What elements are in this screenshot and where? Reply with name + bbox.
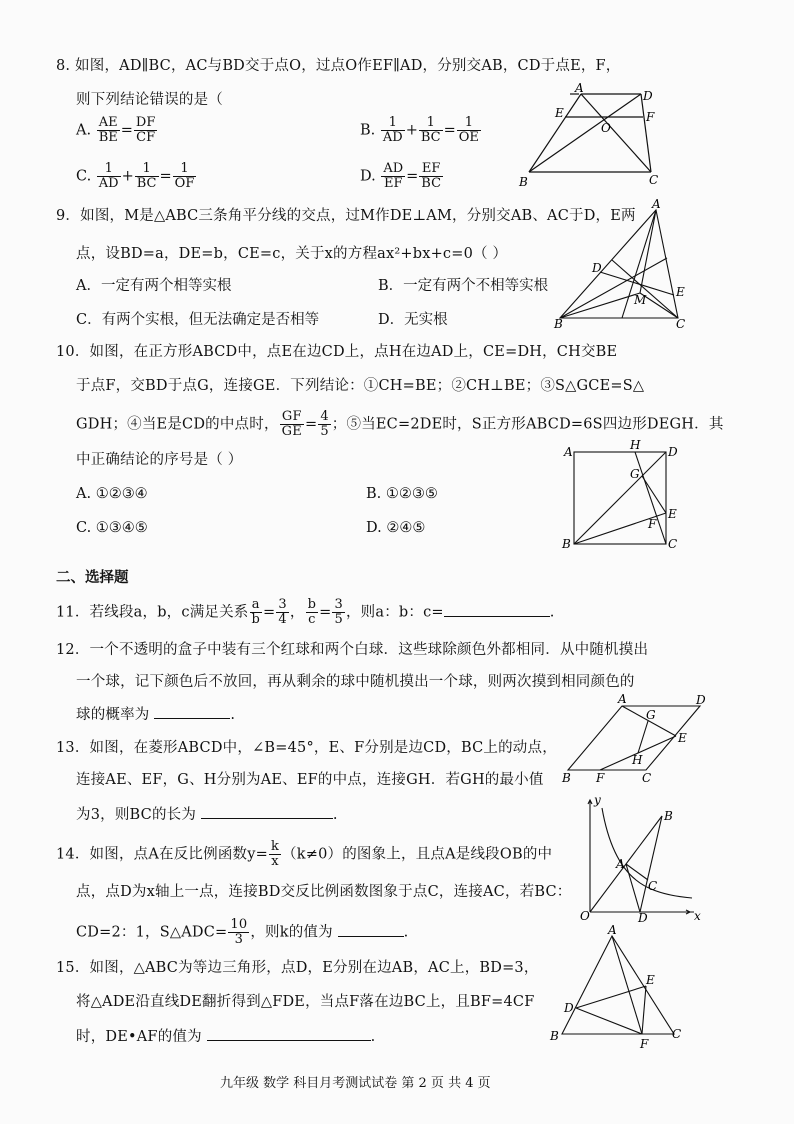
- q15-figure: [546, 923, 692, 1051]
- q15-label-b: B: [550, 1029, 559, 1043]
- q8-option-c: C. $\frac{1}{AD}$ + $\frac{1}{BC}$ = $\frac{1}{OF}$: [76, 161, 195, 191]
- q8-figure: [515, 81, 665, 190]
- q14-label-o: O: [580, 909, 590, 923]
- q13-figure: [562, 694, 712, 786]
- q8-label-a: A: [575, 81, 584, 95]
- q12-answer-blank[interactable]: [154, 704, 230, 719]
- q8-label-f: F: [646, 110, 655, 124]
- q13-label-a: A: [618, 692, 627, 706]
- q15-stem-line3: 时，DE•AF的值为 .: [76, 1026, 375, 1047]
- q8-option-a: A. $\frac{AE}{BE}$ = $\frac{DF}{CF}$: [76, 115, 156, 145]
- q10-label-c: C: [668, 537, 678, 551]
- q9-option-b: B．一定有两个不相等实根: [378, 278, 549, 294]
- q9-option-c: C．有两个实根，但无法确定是否相等: [76, 312, 320, 328]
- q9-label-b: B: [554, 317, 563, 331]
- q14-stem-line1: 14．如图，点A在反比例函数y= $\frac{k}{x}$ （k≠0）的图象上，且点A是线段OB的中: [56, 839, 553, 869]
- q13-label-b: B: [562, 771, 571, 785]
- q15-label-d: D: [564, 1001, 574, 1015]
- q8-option-d: D. $\frac{AD}{EF}$ = $\frac{EF}{BC}$: [360, 161, 442, 191]
- q9-figure: [552, 197, 692, 332]
- q12-stem-line1: 12．一个不透明的盒子中装有三个红球和两个白球．这些球除颜色外都相同．从中随机摸出: [56, 642, 649, 658]
- q12-stem-line3: 球的概率为 .: [76, 704, 235, 725]
- q10-label-a: A: [564, 445, 573, 459]
- page-footer: 九年级 数学 科目月考测试试卷 第 2 页 共 4 页: [220, 1076, 491, 1091]
- q8-label-c: C: [649, 173, 659, 187]
- q14-stem-line2: 点，点D为x轴上一点，连接BD交反比例函数图象于点C，连接AC，若BC：: [76, 884, 572, 900]
- q13-label-g: G: [646, 708, 656, 722]
- q9-stem-line1: 9．如图，M是△ABC三条角平分线的交点，过M作DE⊥AM，分别交AB、AC于D，E两: [56, 208, 636, 224]
- q13-stem-line2: 连接AE、EF，G、H分别为AE、EF的中点，连接GH．若GH的最小值: [76, 772, 544, 788]
- q9-label-m: M: [634, 293, 647, 307]
- q8-option-b: B. $\frac{1}{AD}$ + $\frac{1}{BC}$ = $\frac{1}{OE}$: [360, 115, 479, 145]
- q15-label-e: E: [646, 973, 655, 987]
- q11-answer-blank[interactable]: [444, 602, 550, 617]
- q10-label-h: H: [630, 438, 641, 452]
- q13-label-f: F: [596, 771, 605, 785]
- q9-stem-line2: 点，设BD=a，DE=b，CE=c，关于x的方程ax²+bx+c=0（ ）: [76, 246, 508, 262]
- q9-label-c: C: [676, 317, 686, 331]
- q10-label-g: G: [630, 467, 640, 481]
- q15-stem-line1: 15．如图，△ABC为等边三角形，点D，E分别在边AB，AC上，BD=3，: [56, 960, 539, 976]
- q13-label-e: E: [678, 731, 687, 745]
- q14-stem-line3: CD=2：1，S△ADC= $\frac{10}{3}$ ，则k的值为 .: [76, 917, 409, 947]
- section-title: 二、选择题: [56, 570, 129, 586]
- q14-label-x: x: [694, 909, 701, 923]
- q14-figure: [576, 794, 700, 924]
- q10-label-b: B: [562, 537, 571, 551]
- q10-figure: [560, 440, 686, 550]
- q13-label-c: C: [642, 771, 652, 785]
- q9-option-d: D．无实根: [378, 312, 448, 328]
- q15-label-f: F: [640, 1037, 649, 1051]
- q14-label-b: B: [664, 809, 673, 823]
- q8-label-d: D: [643, 89, 653, 103]
- q9-option-a: A．一定有两个相等实根: [76, 278, 232, 294]
- q14-label-c: C: [648, 879, 658, 893]
- q10-stem-line1: 10．如图，在正方形ABCD中，点E在边CD上，点H在边AD上，CE=DH，CH交BE: [56, 344, 618, 360]
- q14-answer-blank[interactable]: [338, 922, 404, 937]
- q15-stem-line2: 将△ADE沿直线DE翻折得到△FDE，当点F落在边BC上，且BF=4CF: [76, 994, 535, 1010]
- q10-stem-line3: GDH；④当E是CD的中点时， $\frac{GF}{GE}$ = $\frac{4}{5}$ ；⑤当EC=2DE时，S正方形ABCD=6S四边形DEGH．其: [76, 409, 724, 439]
- q13-label-d: D: [696, 693, 706, 707]
- q8-stem-line2: 则下列结论错误的是（: [76, 92, 223, 108]
- q13-stem-line3: 为3，则BC的长为 .: [76, 804, 338, 825]
- q10-label-d: D: [668, 445, 678, 459]
- q8-label-o: O: [601, 121, 611, 135]
- q11-stem: 11．若线段a，b，c满足关系 $\frac{a}{b}$ = $\frac{3}{4}$ ， $\frac{b}{c}$ = $\frac{3}{5}$ ，则a：b：c= .: [56, 597, 555, 627]
- q10-option-d: D. ②④⑤: [366, 520, 426, 536]
- q13-answer-blank[interactable]: [201, 804, 333, 819]
- q10-option-c: C. ①③④⑤: [76, 520, 148, 536]
- q8-label-b: B: [519, 175, 528, 189]
- q9-label-e: E: [676, 285, 685, 299]
- q10-stem-line2: 于点F，交BD于点G，连接GE．下列结论：①CH=BE；②CH⊥BE；③S△GCE=S△: [76, 378, 645, 394]
- q13-label-h: H: [632, 753, 643, 767]
- q10-label-e: E: [668, 507, 677, 521]
- q9-label-d: D: [592, 261, 602, 275]
- q8-label-e: E: [555, 106, 564, 120]
- q12-stem-line2: 一个球，记下颜色后不放回，再从剩余的球中随机摸出一个球，则两次摸到相同颜色的: [76, 674, 635, 690]
- q15-label-a: A: [608, 923, 617, 937]
- q15-label-c: C: [672, 1027, 682, 1041]
- q14-label-y: y: [594, 793, 601, 807]
- q10-stem-line4: 中正确结论的序号是（ ）: [76, 452, 243, 468]
- q10-label-f: F: [648, 517, 657, 531]
- q10-option-b: B. ①②③⑤: [366, 486, 438, 502]
- q14-label-a: A: [616, 857, 625, 871]
- q8-stem-line1: 8. 如图，AD∥BC，AC与BD交于点O，过点O作EF∥AD，分别交AB，CD于点E，F，: [56, 58, 621, 74]
- q10-option-a: A. ①②③④: [76, 486, 148, 502]
- q14-label-d: D: [638, 911, 648, 925]
- q9-label-a: A: [652, 197, 661, 211]
- q13-stem-line1: 13．如图，在菱形ABCD中，∠B=45°，E、F分别是边CD，BC上的动点，: [56, 740, 557, 756]
- q15-answer-blank[interactable]: [207, 1026, 371, 1041]
